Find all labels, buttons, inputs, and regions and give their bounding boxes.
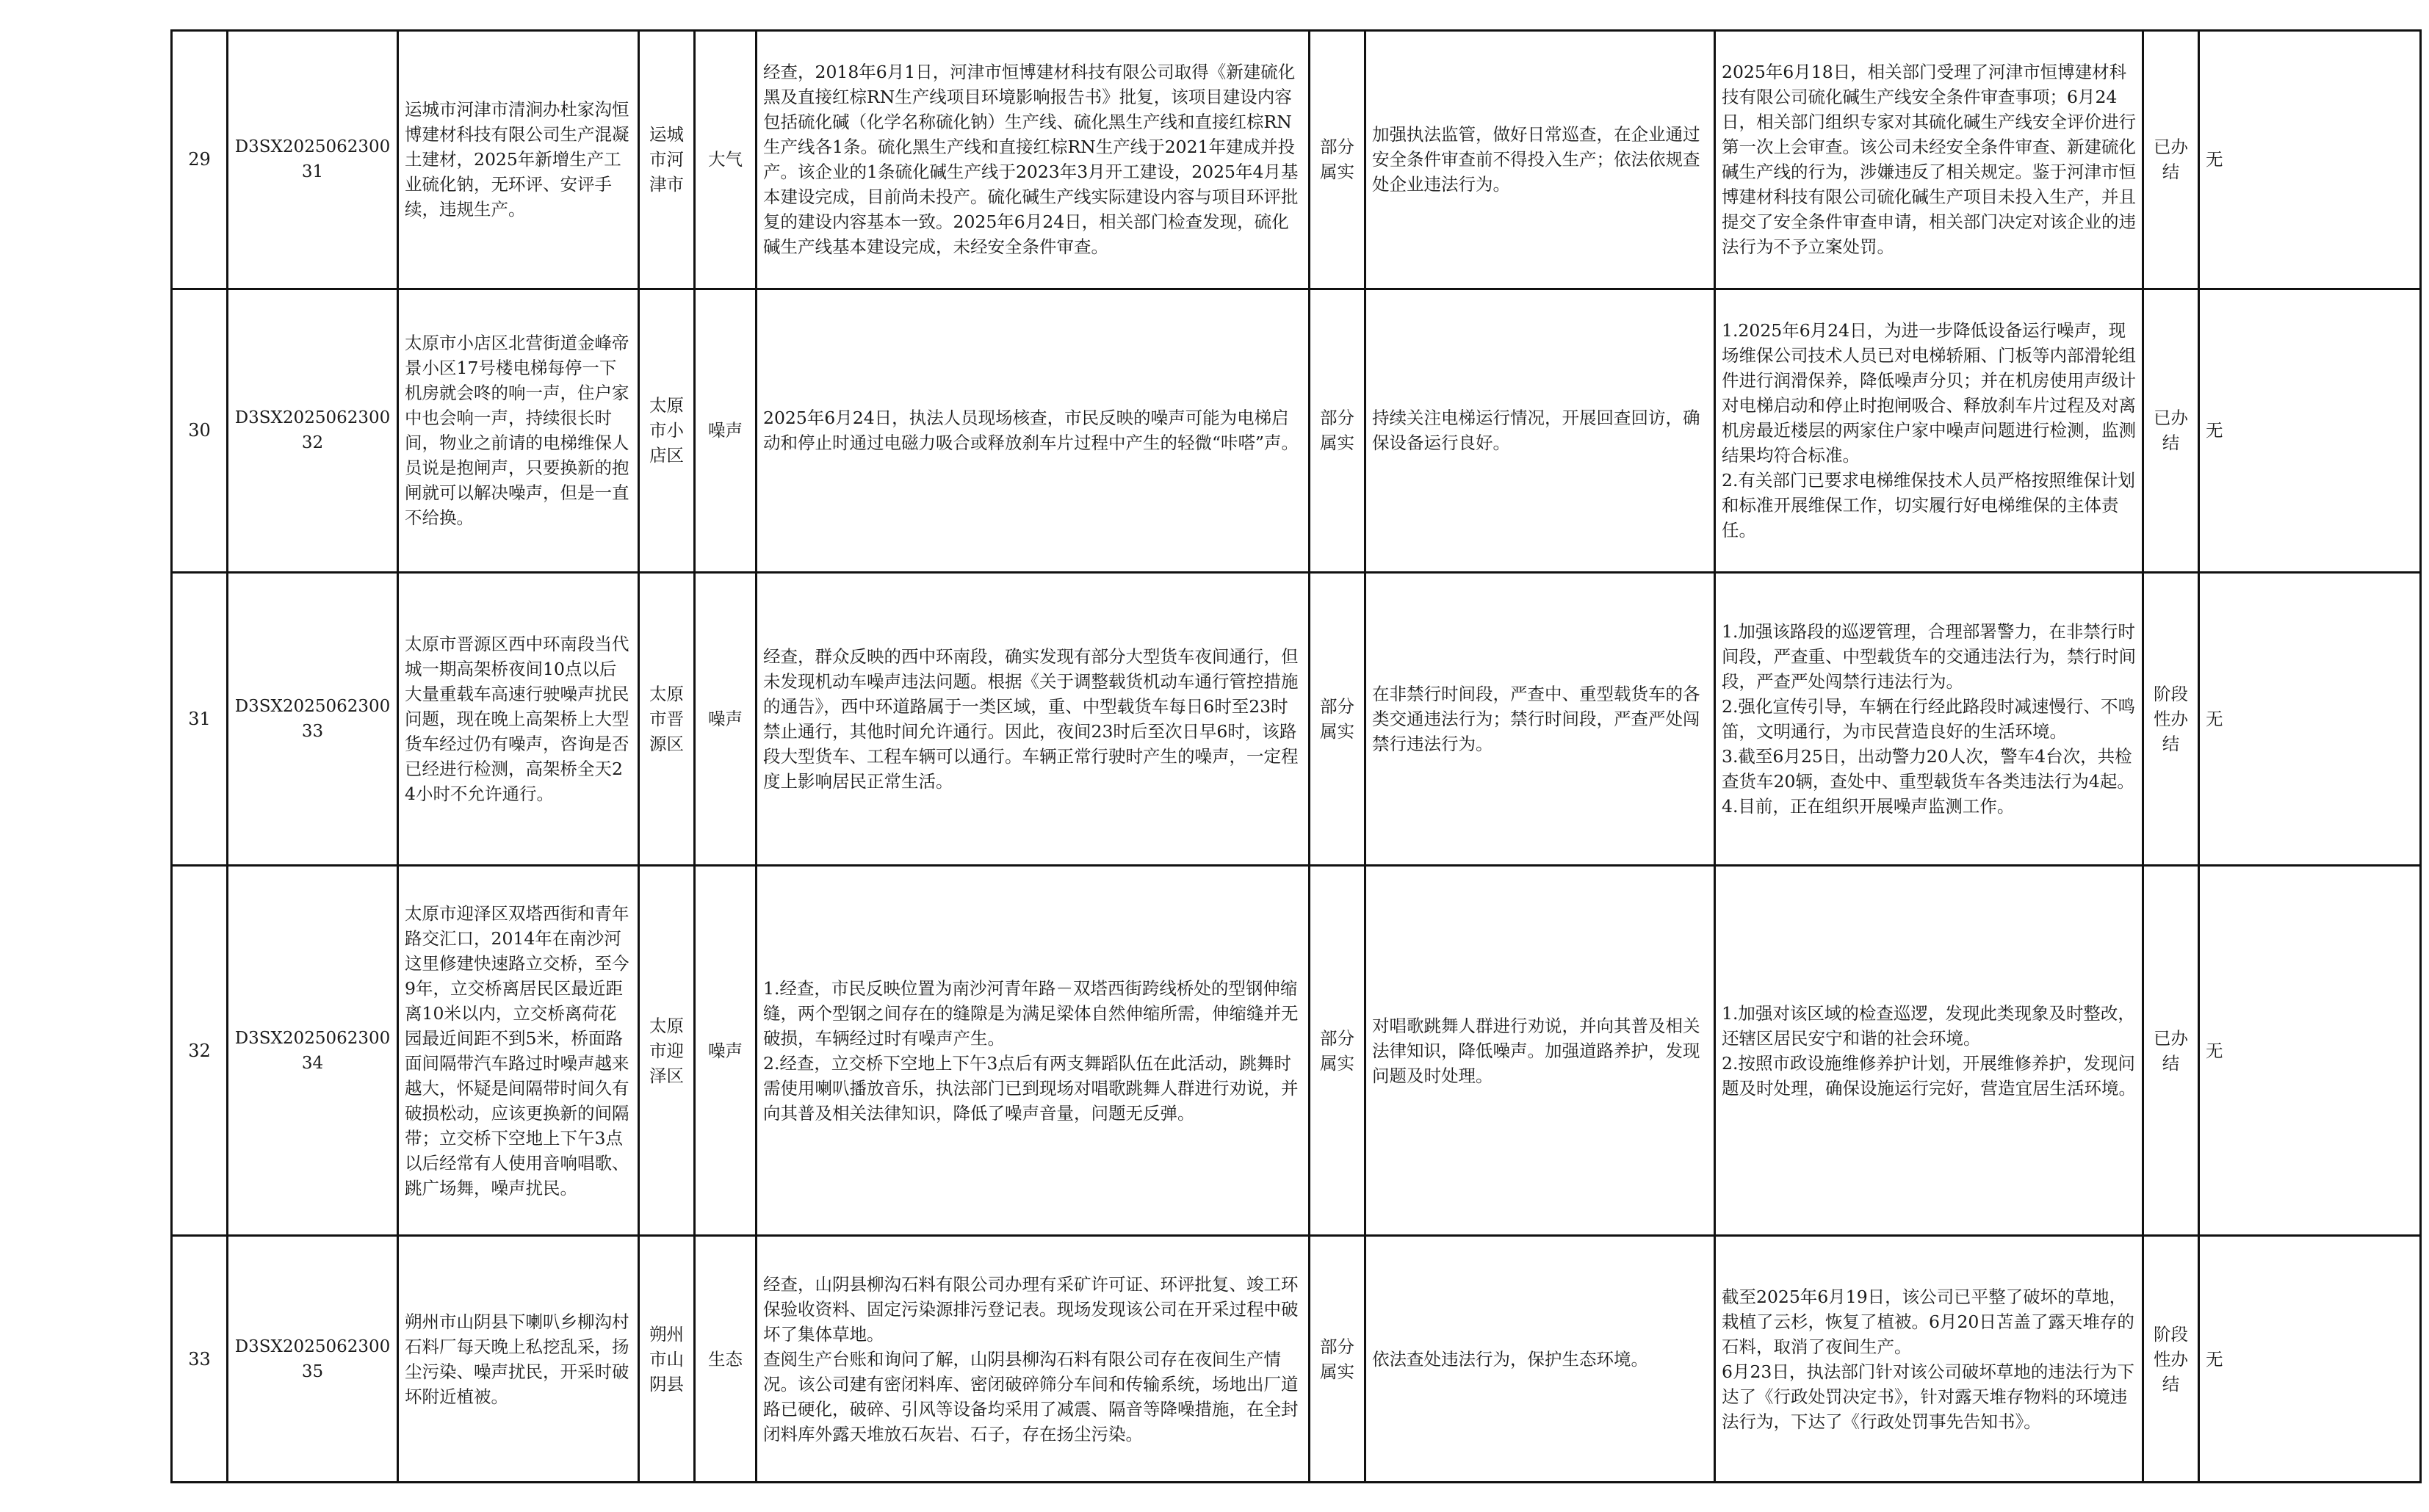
- verdict-cell: 部分属实: [1310, 573, 1365, 866]
- investigation-cell: 经查，群众反映的西中环南段，确实发现有部分大型货车夜间通行，但未发现机动车噪声违法问题。根据《关于调整载货机动车通行管控措施的通告》，西中环道路属于一类区域，重、中型载货车每日6时至23时禁止通行，其他时间允许通行。因此，夜间23时后至次日早6时，该路段大型货车、工程车辆可以通行。车辆正常行驶时产生的噪声，一定程度上影响居民正常生活。: [757, 573, 1310, 866]
- pollution-type-cell: 噪声: [695, 573, 757, 866]
- status-cell: 阶段性办结: [2143, 573, 2199, 866]
- table-body: [172, 31, 2421, 1483]
- verdict-cell: 部分属实: [1310, 31, 1365, 289]
- district-cell: 太原市小店区: [639, 289, 695, 572]
- status-cell: 已办结: [2143, 31, 2199, 289]
- table-row: [172, 31, 2421, 289]
- verdict-cell: 部分属实: [1310, 866, 1365, 1236]
- verdict-cell: 部分属实: [1310, 1236, 1365, 1483]
- complaint-content-cell: 太原市迎泽区双塔西街和青年路交汇口，2014年在南沙河这里修建快速路立交桥，至今9年，立交桥离居民区最近距离10米以内，立交桥离荷花园最近间距不到5米，桥面路面间隔带汽车路过时噪声越来越大，怀疑是间隔带时间久有破损松动，应该更换新的间隔带；立交桥下空地上下午3点以后经常有人使用音响唱歌、跳广场舞，噪声扰民。: [398, 866, 639, 1236]
- handling-result-cell: 1.加强该路段的巡逻管理，合理部署警力，在非禁行时间段，严查重、中型载货车的交通违法行为，禁行时间段，严查严处闯禁行违法行为。 2.强化宣传引导，车辆在行经此路段时减速慢行、不鸣笛，文明通行，为市民营造良好的生活环境。 3.截至6月25日，出动警力20人次，警车4台次，共检查货车20辆，查处中、重型载货车各类违法行为4起。 4.目前，正在组织开展噪声监测工作。: [1715, 573, 2143, 866]
- complaint-content-cell: 运城市河津市清涧办杜家沟恒博建材科技有限公司生产混凝土建材，2025年新增生产工业硫化钠，无环评、安评手续，违规生产。: [398, 31, 639, 289]
- verdict-cell: 部分属实: [1310, 289, 1365, 572]
- accountability-cell: 无: [2199, 289, 2421, 572]
- handling-result-cell: 2025年6月18日，相关部门受理了河津市恒博建材科技有限公司硫化碱生产线安全条件审查事项；6月24日，相关部门组织专家对其硫化碱生产线安全评价进行第一次上会审查。该公司未经安全条件审查、新建硫化碱生产线的行为，涉嫌违反了相关规定。鉴于河津市恒博建材科技有限公司硫化碱生产项目未投入生产，并且提交了安全条件审查申请，相关部门决定对该企业的违法行为不予立案处罚。: [1715, 31, 2143, 289]
- measures-cell: 对唱歌跳舞人群进行劝说，并向其普及相关法律知识，降低噪声。加强道路养护，发现问题及时处理。: [1365, 866, 1715, 1236]
- measures-cell: 依法查处违法行为，保护生态环境。: [1365, 1236, 1715, 1483]
- investigation-cell: 1.经查，市民反映位置为南沙河青年路－双塔西街跨线桥处的型钢伸缩缝，两个型钢之间存在的缝隙是为满足梁体自然伸缩所需，伸缩缝并无破损，车辆经过时有噪声产生。 2.经查，立交桥下空地上下午3点后有两支舞蹈队伍在此活动，跳舞时需使用喇叭播放音乐，执法部门已到现场对唱歌跳舞人群进行劝说，并向其普及相关法律知识，降低了噪声音量，问题无反弹。: [757, 866, 1310, 1236]
- handling-result-cell: 截至2025年6月19日，该公司已平整了破坏的草地，栽植了云杉，恢复了植被。6月20日苫盖了露天堆存的石料，取消了夜间生产。 6月23日，执法部门针对该公司破坏草地的违法行为下达了《行政处罚决定书》，针对露天堆存物料的环境违法行为，下达了《行政处罚事先告知书》。: [1715, 1236, 2143, 1483]
- row-number-cell: 29: [172, 31, 228, 289]
- complaint-content-cell: 太原市晋源区西中环南段当代城一期高架桥夜间10点以后大量重载车高速行驶噪声扰民问题，现在晚上高架桥上大型货车经过仍有噪声，咨询是否已经进行检测，高架桥全天24小时不允许通行。: [398, 573, 639, 866]
- investigation-cell: 2025年6月24日，执法人员现场核查，市民反映的噪声可能为电梯启动和停止时通过电磁力吸合或释放刹车片过程中产生的轻微“咔嗒”声。: [757, 289, 1310, 572]
- complaint-content-cell: 朔州市山阴县下喇叭乡柳沟村石料厂每天晚上私挖乱采，扬尘污染、噪声扰民，开采时破坏附近植被。: [398, 1236, 639, 1483]
- pollution-type-cell: 噪声: [695, 289, 757, 572]
- report-table: [170, 29, 2422, 1483]
- measures-cell: 在非禁行时间段，严查中、重型载货车的各类交通违法行为；禁行时间段，严查严处闯禁行违法行为。: [1365, 573, 1715, 866]
- complaint-content-cell: 太原市小店区北营街道金峰帝景小区17号楼电梯每停一下机房就会咚的响一声，住户家中也会响一声，持续很长时间，物业之前请的电梯维保人员说是抱闸声，只要换新的抱闸就可以解决噪声，但是一直不给换。: [398, 289, 639, 572]
- district-cell: 太原市晋源区: [639, 573, 695, 866]
- status-cell: 已办结: [2143, 866, 2199, 1236]
- district-cell: 太原市迎泽区: [639, 866, 695, 1236]
- handling-result-cell: 1.加强对该区域的检查巡逻，发现此类现象及时整改，还辖区居民安宁和谐的社会环境。 2.按照市政设施维修养护计划，开展维修养护，发现问题及时处理，确保设施运行完好，营造宜居生活环境。: [1715, 866, 2143, 1236]
- row-number-cell: 32: [172, 866, 228, 1236]
- case-code-cell: D3SX202506230032: [228, 289, 398, 572]
- table-row: [172, 866, 2421, 1236]
- investigation-cell: 经查，山阴县柳沟石料有限公司办理有采矿许可证、环评批复、竣工环保验收资料、固定污染源排污登记表。现场发现该公司在开采过程中破坏了集体草地。 查阅生产台账和询问了解，山阴县柳沟石料有限公司存在夜间生产情况。该公司建有密闭料库、密闭破碎筛分车间和传输系统，场地出厂道路已硬化，破碎、引风等设备均采用了减震、隔音等降噪措施，在全封闭料库外露天堆放石灰岩、石子，存在扬尘污染。: [757, 1236, 1310, 1483]
- pollution-type-cell: 大气: [695, 31, 757, 289]
- case-code-cell: D3SX202506230033: [228, 573, 398, 866]
- accountability-cell: 无: [2199, 866, 2421, 1236]
- pollution-type-cell: 噪声: [695, 866, 757, 1236]
- accountability-cell: 无: [2199, 573, 2421, 866]
- accountability-cell: 无: [2199, 1236, 2421, 1483]
- district-cell: 运城市河津市: [639, 31, 695, 289]
- accountability-cell: 无: [2199, 31, 2421, 289]
- handling-result-cell: 1.2025年6月24日，为进一步降低设备运行噪声，现场维保公司技术人员已对电梯轿厢、门板等内部滑轮组件进行润滑保养，降低噪声分贝；并在机房使用声级计对电梯启动和停止时抱闸吸合、释放刹车片过程及对离机房最近楼层的两家住户家中噪声问题进行检测，监测结果均符合标准。 2.有关部门已要求电梯维保技术人员严格按照维保计划和标准开展维保工作，切实履行好电梯维保的主体责任。: [1715, 289, 2143, 572]
- case-code-cell: D3SX202506230031: [228, 31, 398, 289]
- pollution-type-cell: 生态: [695, 1236, 757, 1483]
- case-code-cell: D3SX202506230035: [228, 1236, 398, 1483]
- row-number-cell: 30: [172, 289, 228, 572]
- investigation-cell: 经查，2018年6月1日，河津市恒博建材科技有限公司取得《新建硫化黑及直接红棕RN生产线项目环境影响报告书》批复，该项目建设内容包括硫化碱（化学名称硫化钠）生产线、硫化黑生产线和直接红棕RN生产线各1条。硫化黑生产线和直接红棕RN生产线于2021年建成并投产。该企业的1条硫化碱生产线于2023年3月开工建设，2025年4月基本建设完成，目前尚未投产。硫化碱生产线实际建设内容与项目环评批复的建设内容基本一致。2025年6月24日，相关部门检查发现，硫化碱生产线基本建设完成，未经安全条件审查。: [757, 31, 1310, 289]
- district-cell: 朔州市山阴县: [639, 1236, 695, 1483]
- case-code-cell: D3SX202506230034: [228, 866, 398, 1236]
- table-row: [172, 289, 2421, 572]
- row-number-cell: 31: [172, 573, 228, 866]
- status-cell: 已办结: [2143, 289, 2199, 572]
- table-row: [172, 573, 2421, 866]
- measures-cell: 持续关注电梯运行情况，开展回查回访，确保设备运行良好。: [1365, 289, 1715, 572]
- status-cell: 阶段性办结: [2143, 1236, 2199, 1483]
- table-row: [172, 1236, 2421, 1483]
- measures-cell: 加强执法监管，做好日常巡查，在企业通过安全条件审查前不得投入生产；依法依规查处企业违法行为。: [1365, 31, 1715, 289]
- row-number-cell: 33: [172, 1236, 228, 1483]
